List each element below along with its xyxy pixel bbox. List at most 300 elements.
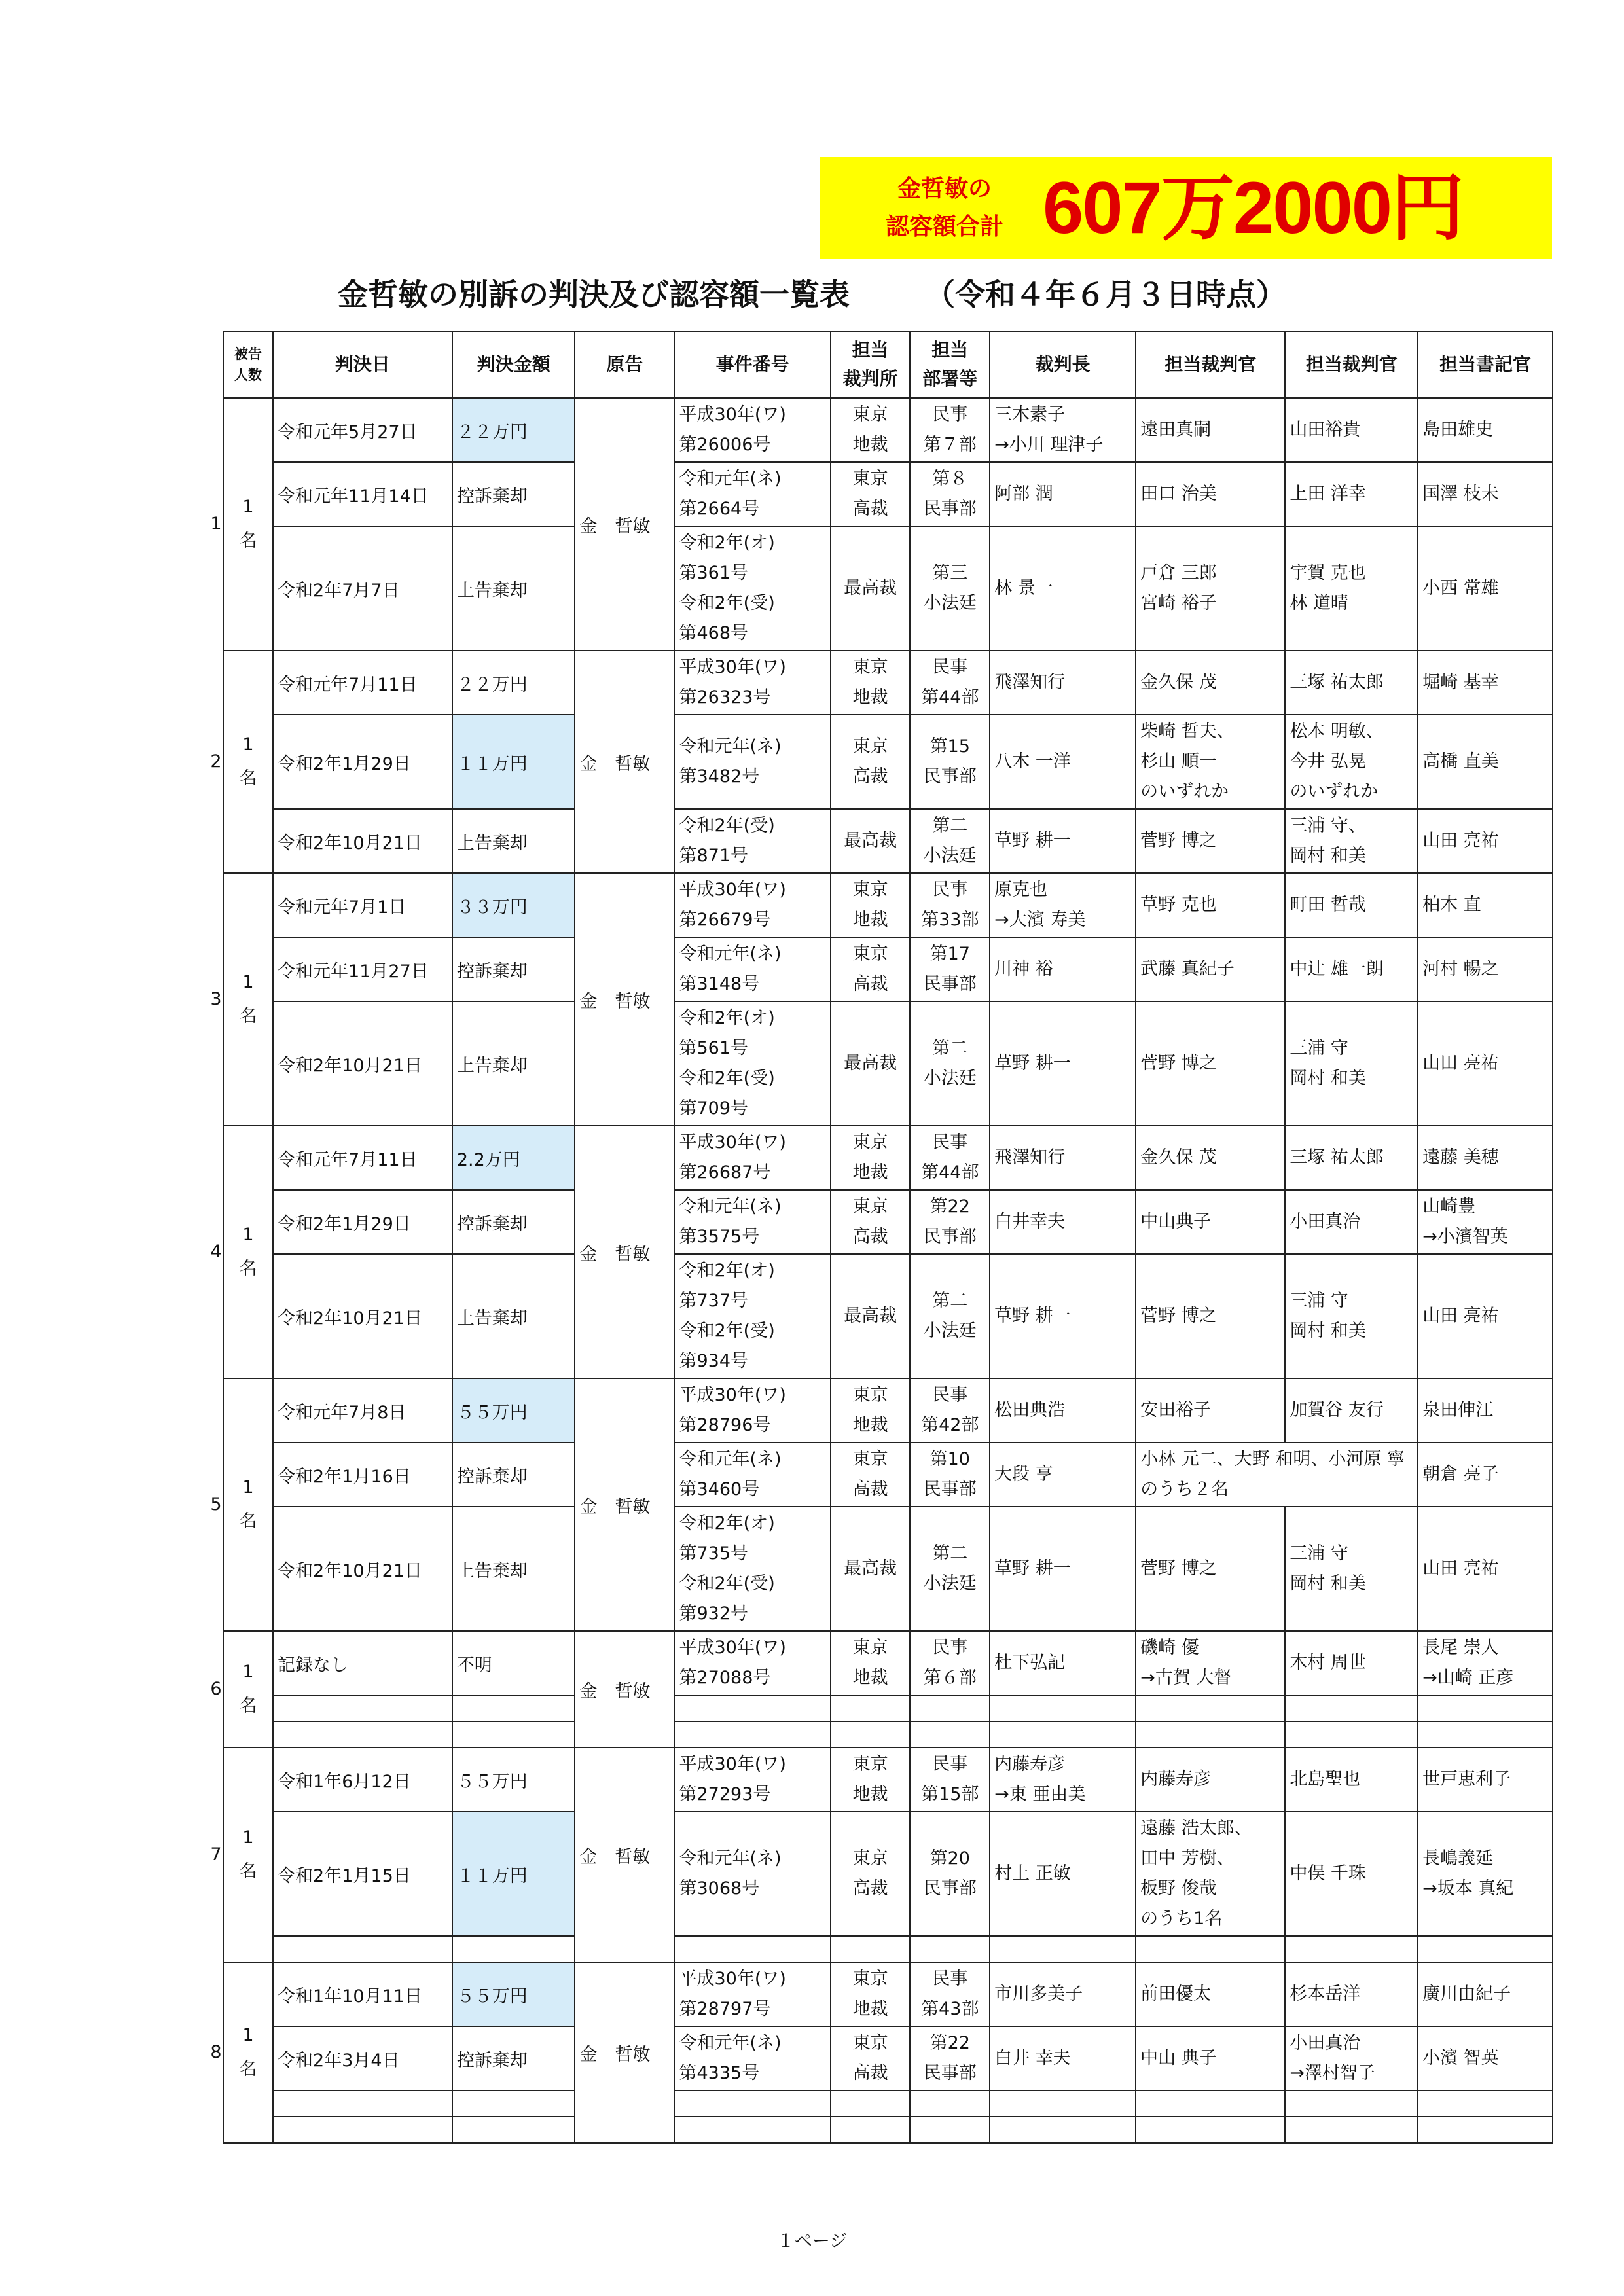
case-number-line: 令和2年(オ) [679, 1261, 775, 1281]
blank-cell [990, 1695, 1136, 1721]
blank-cell [273, 2117, 452, 2143]
department [910, 1001, 990, 1126]
judgment-amount: 上告棄却 [452, 526, 575, 651]
blank-cell [990, 2117, 1136, 2143]
blank-row [223, 1936, 1553, 1962]
case-number-line: 令和元年(ネ) [679, 1196, 782, 1217]
clerk-line: 柏木 直 [1422, 895, 1481, 915]
court-line: 東京 [852, 1638, 888, 1658]
table-row [223, 1443, 1553, 1507]
header-chief-judge: 裁判長 [990, 331, 1136, 398]
case-number-line: 平成30年(ワ) [679, 1638, 786, 1658]
judgment-amount: 上告棄却 [452, 1507, 575, 1631]
judge-b [1285, 526, 1418, 651]
clerk-line: 河村 暢之 [1422, 959, 1499, 979]
table-row [223, 1631, 1553, 1695]
chief-judge [990, 1254, 1136, 1378]
clerk-line: 廣川由紀子 [1422, 1984, 1511, 2004]
judges-merged [1136, 1443, 1418, 1507]
judgment-date: 令和元年11月27日 [273, 937, 452, 1001]
blank-cell [831, 1936, 911, 1962]
case-number [674, 462, 830, 526]
table-row [223, 1378, 1553, 1443]
department-line: 民事 [932, 1969, 968, 1989]
department-line: 第17 [929, 944, 970, 964]
judge-a-line: 草野 克也 [1140, 895, 1217, 915]
case-number-line: 第28796号 [679, 1415, 771, 1435]
department-line: 第二 [932, 1543, 968, 1564]
defendant-count [223, 398, 273, 651]
department [910, 1254, 990, 1378]
header-case-no: 事件番号 [674, 331, 830, 398]
department-line: 民事 [932, 1132, 968, 1153]
judge-b-line: 今井 弘晃 [1290, 751, 1366, 772]
department-line: 第６部 [923, 1668, 977, 1688]
judge-b-line: 山田裕貴 [1290, 420, 1361, 440]
court [831, 1507, 911, 1631]
blank-cell [910, 2090, 990, 2117]
judgment-date: 令和2年10月21日 [273, 1507, 452, 1631]
header-amount: 判決金額 [452, 331, 575, 398]
judgment-amount: 控訴棄却 [452, 937, 575, 1001]
department-line: 小法廷 [923, 1573, 977, 1594]
judge-b-line: 中俣 千珠 [1290, 1863, 1366, 1884]
department-line: 民事部 [923, 1227, 977, 1247]
case-number-line: 第3148号 [679, 974, 760, 994]
blank-cell [831, 2117, 911, 2143]
judge-b [1285, 1631, 1418, 1695]
judge-b [1285, 1378, 1418, 1443]
chief-judge-line: 草野 耕一 [994, 831, 1071, 851]
chief-judge-line: 川神 裕 [994, 959, 1053, 979]
judge-a [1136, 937, 1285, 1001]
clerk-line: 堀崎 基幸 [1422, 672, 1499, 692]
blank-cell [1285, 1936, 1418, 1962]
table-row [223, 1254, 1553, 1378]
case-number-line: 平成30年(ワ) [679, 1132, 786, 1153]
judge-b-line: 三塚 祐太郎 [1290, 1147, 1384, 1168]
chief-judge-line: 林 景一 [994, 578, 1053, 598]
judge-b-line: のいずれか [1290, 781, 1379, 802]
judge-b-line: 岡村 和美 [1290, 1573, 1366, 1594]
department-line: 第22 [929, 1196, 970, 1217]
court [831, 1443, 911, 1507]
court [831, 2026, 911, 2090]
blank-cell [1285, 2090, 1418, 2117]
court [831, 1962, 911, 2026]
case-number-line: 第3482号 [679, 766, 760, 787]
court-line: 東京 [852, 2033, 888, 2053]
clerk [1418, 715, 1553, 809]
group-number: 6 [210, 1679, 222, 1699]
case-number [674, 873, 830, 937]
judge-a-line: 杉山 順一 [1140, 751, 1217, 772]
judge-a [1136, 1126, 1285, 1190]
group-number: 5 [210, 1494, 222, 1515]
judgment-date: 令和1年10月11日 [273, 1962, 452, 2026]
chief-judge [990, 1378, 1136, 1443]
department-line: 第20 [929, 1848, 970, 1869]
plaintiff: 金 哲敏 [575, 398, 674, 651]
department-line: 第二 [932, 816, 968, 836]
blank-cell [273, 1721, 452, 1748]
department [910, 1378, 990, 1443]
defendant-count-unit: 名 [239, 1861, 257, 1882]
judge-a-line: 菅野 博之 [1140, 1558, 1217, 1579]
table-row [223, 937, 1553, 1001]
blank-cell [990, 2090, 1136, 2117]
judgment-amount: 不明 [452, 1631, 575, 1695]
department [910, 1631, 990, 1695]
court-line: 地裁 [852, 1999, 888, 2019]
header-judge-a: 担当裁判官 [1136, 331, 1285, 398]
judge-b-line: 杉本岳洋 [1290, 1984, 1361, 2004]
department-line: 小法廷 [923, 846, 977, 866]
judge-b [1285, 1507, 1418, 1631]
defendant-count-unit: 名 [239, 768, 257, 789]
department-line: 第８ [932, 469, 968, 489]
chief-judge-line: 松田典浩 [994, 1400, 1066, 1420]
judgment-amount: １１万円 [452, 715, 575, 809]
judge-a-line: のいずれか [1140, 781, 1229, 802]
court-line: 高裁 [852, 499, 888, 519]
chief-judge-line: →大濱 寿美 [994, 910, 1086, 930]
case-number-line: 令和2年(受) [679, 1321, 775, 1341]
court-line: 地裁 [852, 1415, 888, 1435]
blank-cell [674, 1695, 830, 1721]
department-line: 第44部 [921, 1162, 979, 1183]
court [831, 1378, 911, 1443]
judge-b [1285, 1812, 1418, 1936]
document-title: 金哲敏の別訴の判決及び認容額一覧表 （令和４年６月３日時点） [338, 277, 1286, 312]
clerk [1418, 937, 1553, 1001]
judgment-date: 令和元年7月11日 [273, 1126, 452, 1190]
table-row [223, 873, 1553, 937]
case-number [674, 1378, 830, 1443]
blank-cell [273, 1936, 452, 1962]
chief-judge-line: 白井幸夫 [994, 1211, 1066, 1232]
case-number-line: 第3068号 [679, 1878, 760, 1899]
case-number [674, 1443, 830, 1507]
total-amount-box [820, 157, 1552, 259]
blank-cell [910, 1721, 990, 1748]
defendant-count-unit: 名 [239, 1006, 257, 1026]
clerk-line: 山田 亮祐 [1422, 1306, 1499, 1326]
court-line: 最高裁 [844, 831, 897, 851]
chief-judge-line: 草野 耕一 [994, 1053, 1071, 1073]
total-label [853, 170, 1036, 246]
judge-a [1136, 462, 1285, 526]
blank-cell [910, 1695, 990, 1721]
blank-cell [1285, 1695, 1418, 1721]
clerk-line: 遠藤 美穂 [1422, 1147, 1499, 1168]
blank-cell [1418, 1721, 1553, 1748]
court [831, 715, 911, 809]
court-line: 高裁 [852, 1479, 888, 1499]
department-line: 第22 [929, 2033, 970, 2053]
chief-judge [990, 462, 1136, 526]
department-line: 民事部 [923, 974, 977, 994]
case-number-line: 平成30年(ワ) [679, 404, 786, 425]
judgment-amount: １１万円 [452, 1812, 575, 1936]
chief-judge [990, 398, 1136, 462]
case-number-line: 第737号 [679, 1291, 749, 1311]
department-line: 民事 [932, 1385, 968, 1405]
blank-cell [831, 1695, 911, 1721]
blank-cell [990, 1936, 1136, 1962]
plaintiff: 金 哲敏 [575, 1378, 674, 1631]
department [910, 873, 990, 937]
blank-cell [831, 1721, 911, 1748]
chief-judge-line: 阿部 潤 [994, 484, 1053, 504]
judge-b [1285, 462, 1418, 526]
court [831, 1001, 911, 1126]
judgment-date: 令和2年1月16日 [273, 1443, 452, 1507]
blank-row [223, 1695, 1553, 1721]
chief-judge [990, 1748, 1136, 1812]
case-number [674, 1126, 830, 1190]
judge-b-line: 加賀谷 友行 [1290, 1400, 1384, 1420]
chief-judge-line: 大段 亨 [994, 1464, 1053, 1484]
case-number-line: 第2664号 [679, 499, 760, 519]
judgment-date: 令和元年7月11日 [273, 651, 452, 715]
clerk [1418, 2026, 1553, 2090]
department-line: 小法廷 [923, 593, 977, 613]
case-number-line: 令和2年(受) [679, 593, 775, 613]
case-number [674, 526, 830, 651]
judge-b-line: 上田 洋幸 [1290, 484, 1366, 504]
judge-b-line: 三浦 守 [1290, 1038, 1348, 1058]
judgment-amount: ５５万円 [452, 1748, 575, 1812]
clerk [1418, 1126, 1553, 1190]
judge-b-line: 松本 明敏、 [1290, 721, 1384, 742]
chief-judge-line: 草野 耕一 [994, 1558, 1071, 1579]
department-line: 第二 [932, 1291, 968, 1311]
group-number: 8 [210, 2042, 222, 2062]
chief-judge-line: 三木素子 [994, 404, 1066, 425]
chief-judge [990, 873, 1136, 937]
department-line: 第二 [932, 1038, 968, 1058]
judgment-amount: ３３万円 [452, 873, 575, 937]
case-number-line: 平成30年(ワ) [679, 880, 786, 900]
judge-a-line: 菅野 博之 [1140, 831, 1217, 851]
chief-judge-line: 草野 耕一 [994, 1306, 1071, 1326]
case-number-line: 第871号 [679, 846, 749, 866]
court-line: 最高裁 [844, 1306, 897, 1326]
judgment-date: 令和元年11月14日 [273, 462, 452, 526]
judge-a [1136, 651, 1285, 715]
court-line: 地裁 [852, 687, 888, 708]
total-label-line2: 認容額合計 [885, 213, 1003, 240]
court-line: 高裁 [852, 766, 888, 787]
judge-b [1285, 1001, 1418, 1126]
header-plaintiff: 原告 [575, 331, 674, 398]
court-line: 東京 [852, 1449, 888, 1469]
clerk-line: 長尾 崇人 [1422, 1638, 1499, 1658]
court-line: 東京 [852, 1754, 888, 1774]
clerk-line: 泉田伸江 [1422, 1400, 1494, 1420]
case-number-line: 第26687号 [679, 1162, 771, 1183]
case-number-line: 第735号 [679, 1543, 749, 1564]
blank-cell [674, 1721, 830, 1748]
judges-merged-line: 小林 元二、大野 和明、小河原 寧 [1140, 1449, 1405, 1469]
table-row [223, 1962, 1553, 2026]
judge-a-line: 田口 治美 [1140, 484, 1217, 504]
judge-a [1136, 1190, 1285, 1254]
case-number-line: 第26679号 [679, 910, 771, 930]
department-line: 民事部 [923, 1479, 977, 1499]
department [910, 526, 990, 651]
chief-judge [990, 809, 1136, 873]
clerk-line: →小濱智英 [1422, 1227, 1508, 1247]
judge-a [1136, 1001, 1285, 1126]
chief-judge [990, 1631, 1136, 1695]
blank-cell [452, 1695, 575, 1721]
chief-judge [990, 715, 1136, 809]
clerk-line: 国澤 枝未 [1422, 484, 1499, 504]
blank-cell [910, 2117, 990, 2143]
judge-a-line: 中山典子 [1140, 1211, 1212, 1232]
department [910, 2026, 990, 2090]
clerk-line: 山崎豊 [1422, 1196, 1476, 1217]
defendant-count-number: 1 [242, 1827, 254, 1848]
judge-b-line: 岡村 和美 [1290, 1321, 1366, 1341]
court [831, 398, 911, 462]
defendant-count [223, 873, 273, 1126]
department [910, 1748, 990, 1812]
table-row [223, 526, 1553, 651]
department-line: 民事 [932, 880, 968, 900]
blank-cell [910, 1936, 990, 1962]
judge-a [1136, 809, 1285, 873]
judge-b-line: 北島聖也 [1290, 1769, 1361, 1789]
blank-cell [831, 2090, 911, 2117]
court-line: 高裁 [852, 2063, 888, 2083]
clerk-line: 島田雄史 [1422, 420, 1494, 440]
case-number [674, 398, 830, 462]
blank-cell [1136, 1695, 1285, 1721]
court [831, 1812, 911, 1936]
court [831, 1126, 911, 1190]
department-line: 小法廷 [923, 1068, 977, 1088]
defendant-count [223, 651, 273, 873]
clerk-line: 山田 亮祐 [1422, 1053, 1499, 1073]
department-line: 第33部 [921, 910, 979, 930]
judge-a-line: 遠藤 浩太郎、 [1140, 1818, 1252, 1839]
header-court: 担当 裁判所 [831, 331, 911, 398]
case-number-line: 第561号 [679, 1038, 749, 1058]
blank-row [223, 1721, 1553, 1748]
department [910, 1126, 990, 1190]
court [831, 651, 911, 715]
header-clerk: 担当書記官 [1418, 331, 1553, 398]
judgment-date: 令和2年10月21日 [273, 1254, 452, 1378]
judgment-date: 記録なし [273, 1631, 452, 1695]
case-number-line: 第4335号 [679, 2063, 760, 2083]
table-row [223, 1190, 1553, 1254]
court-line: 地裁 [852, 435, 888, 455]
group-number: 2 [210, 751, 222, 772]
case-number-line: 令和元年(ネ) [679, 469, 782, 489]
blank-cell [1418, 2117, 1553, 2143]
judge-a-line: 遠田真嗣 [1140, 420, 1212, 440]
judge-a-line: 武藤 真紀子 [1140, 959, 1235, 979]
judgment-date: 令和2年3月4日 [273, 2026, 452, 2090]
blank-cell [1285, 2117, 1418, 2143]
judge-a-line: 田中 芳樹、 [1140, 1848, 1235, 1869]
blank-cell [452, 2090, 575, 2117]
blank-cell [452, 2117, 575, 2143]
group-number: 7 [210, 1844, 222, 1865]
defendant-count-number: 1 [242, 1662, 254, 1682]
group-number: 4 [210, 1242, 222, 1262]
judge-a-line: 金久保 茂 [1140, 672, 1217, 692]
case-number [674, 2026, 830, 2090]
clerk [1418, 1962, 1553, 2026]
table-row [223, 1507, 1553, 1631]
blank-cell [1136, 1721, 1285, 1748]
case-number-line: 第932号 [679, 1604, 749, 1624]
department [910, 398, 990, 462]
defendant-count [223, 1631, 273, 1748]
judge-b [1285, 2026, 1418, 2090]
court-line: 最高裁 [844, 1558, 897, 1579]
case-number [674, 715, 830, 809]
plaintiff: 金 哲敏 [575, 1126, 674, 1378]
court [831, 1748, 911, 1812]
judgment-amount: 上告棄却 [452, 809, 575, 873]
blank-cell [452, 1936, 575, 1962]
department-line: 第７部 [923, 435, 977, 455]
defendant-count-number: 1 [242, 1225, 254, 1245]
chief-judge [990, 651, 1136, 715]
case-number-line: 第934号 [679, 1351, 749, 1371]
clerk-line: →坂本 真紀 [1422, 1878, 1514, 1899]
court-line: 最高裁 [844, 1053, 897, 1073]
defendant-count-unit: 名 [239, 1511, 257, 1532]
blank-cell [452, 1721, 575, 1748]
clerk [1418, 462, 1553, 526]
clerk-line: 長嶋義延 [1422, 1848, 1494, 1869]
judgment-date: 令和2年1月15日 [273, 1812, 452, 1936]
case-number-line: 令和2年(受) [679, 816, 775, 836]
judgment-amount: ５５万円 [452, 1378, 575, 1443]
header-date: 判決日 [273, 331, 452, 398]
court [831, 937, 911, 1001]
judge-b [1285, 1748, 1418, 1812]
case-number-line: 第709号 [679, 1098, 749, 1119]
clerk [1418, 526, 1553, 651]
judgment-date: 令和2年1月29日 [273, 715, 452, 809]
defendant-count [223, 1962, 273, 2143]
case-number-line: 令和元年(ネ) [679, 1848, 782, 1869]
case-number-line: 第27293号 [679, 1784, 771, 1804]
judgment-amount: 2.2万円 [452, 1126, 575, 1190]
department-line: 民事 [932, 1754, 968, 1774]
judge-a-line: 前田優太 [1140, 1984, 1212, 2004]
chief-judge-line: 杜下弘記 [994, 1653, 1066, 1673]
total-label-line1: 金哲敏の [897, 175, 992, 202]
case-number-line: 第3460号 [679, 1479, 760, 1499]
chief-judge [990, 937, 1136, 1001]
case-number [674, 809, 830, 873]
blank-cell [273, 2090, 452, 2117]
department-line: 小法廷 [923, 1321, 977, 1341]
judge-a-line: 内藤寿彦 [1140, 1769, 1212, 1789]
plaintiff: 金 哲敏 [575, 873, 674, 1126]
plaintiff: 金 哲敏 [575, 651, 674, 873]
case-number-line: 令和2年(オ) [679, 533, 775, 553]
